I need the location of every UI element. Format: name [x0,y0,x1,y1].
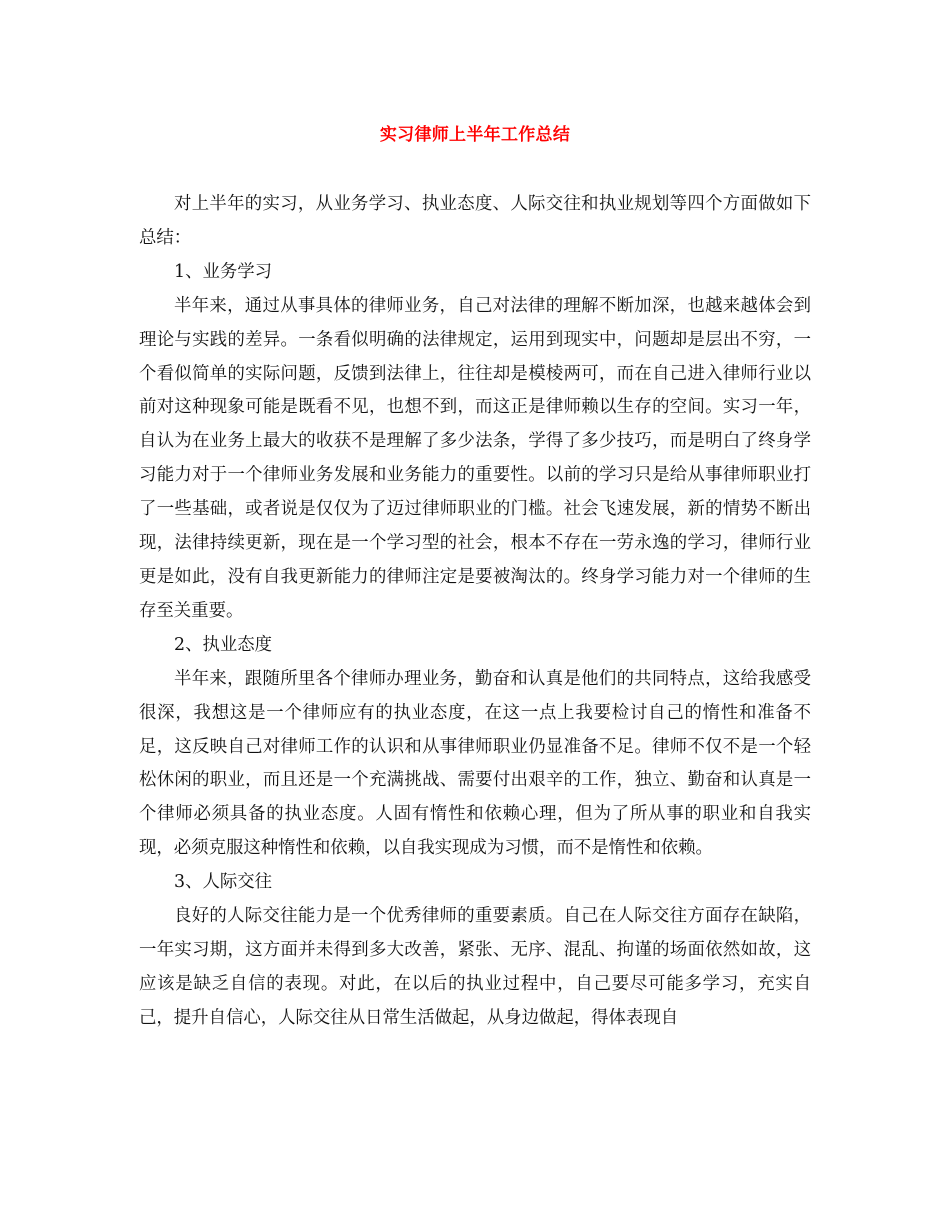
document-title: 实习律师上半年工作总结 [379,125,571,145]
section-heading-work-attitude: 2、执业态度 [174,634,273,655]
section-heading-interpersonal: 3、人际交往 [174,872,273,893]
document-body [139,188,811,1036]
intro-paragraph: 对上半年的实习，从业务学习、执业态度、人际交往和执业规划等四个方面做如下总结： [139,194,811,248]
section-paragraph-interpersonal: 良好的人际交往能力是一个优秀律师的重要素质。自己在人际交往方面存在缺陷，一年实习期，这方面并未得到多大改善，紧张、无序、混乱、拘谨的场面依然如故，这应该是缺乏自信的表现。对此，在以后的执业过程中，自己要尽可能多学习，充实自己，提升自信心，人际交往从日常生活做起，从身边做起，得体表现自 [139,906,811,1028]
section-paragraph-work-attitude: 半年来，跟随所里各个律师办理业务，勤奋和认真是他们的共同特点，这给我感受很深，我想这是一个律师应有的执业态度，在这一点上我要检讨自己的惰性和准备不足，这反映自己对律师工作的认识和从事律师职业仍显准备不足。律师不仅不是一个轻松休闲的职业，而且还是一个充满挑战、需要付出艰辛的工作，独立、勤奋和认真是一个律师必须具备的执业态度。人固有惰性和依赖心理，但为了所从事的职业和自我实现，必须克服这种惰性和依赖，以自我实现成为习惯，而不是惰性和依赖。 [139,668,811,859]
section-paragraph-business-learning: 半年来，通过从事具体的律师业务，自己对法律的理解不断加深，也越来越体会到理论与实践的差异。一条看似明确的法律规定，运用到现实中，问题却是层出不穷，一个看似简单的实际问题，反馈到法律上，往往却是模棱两可，而在自己进入律师行业以前对这种现象可能是既看不见，也想不到，而这正是律师赖以生存的空间。实习一年，自认为在业务上最大的收获不是理解了多少法条，学得了多少技巧，而是明白了终身学习能力对于一个律师业务发展和业务能力的重要性。以前的学习只是给从事律师职业打了一些基础，或者说是仅仅为了迈过律师职业的门槛。社会飞速发展，新的情势不断出现，法律持续更新，现在是一个学习型的社会，根本不存在一劳永逸的学习，律师行业更是如此，没有自我更新能力的律师注定是要被淘汰的。终身学习能力对一个律师的生存至关重要。 [139,295,811,621]
section-heading-business-learning: 1、业务学习 [174,261,273,282]
